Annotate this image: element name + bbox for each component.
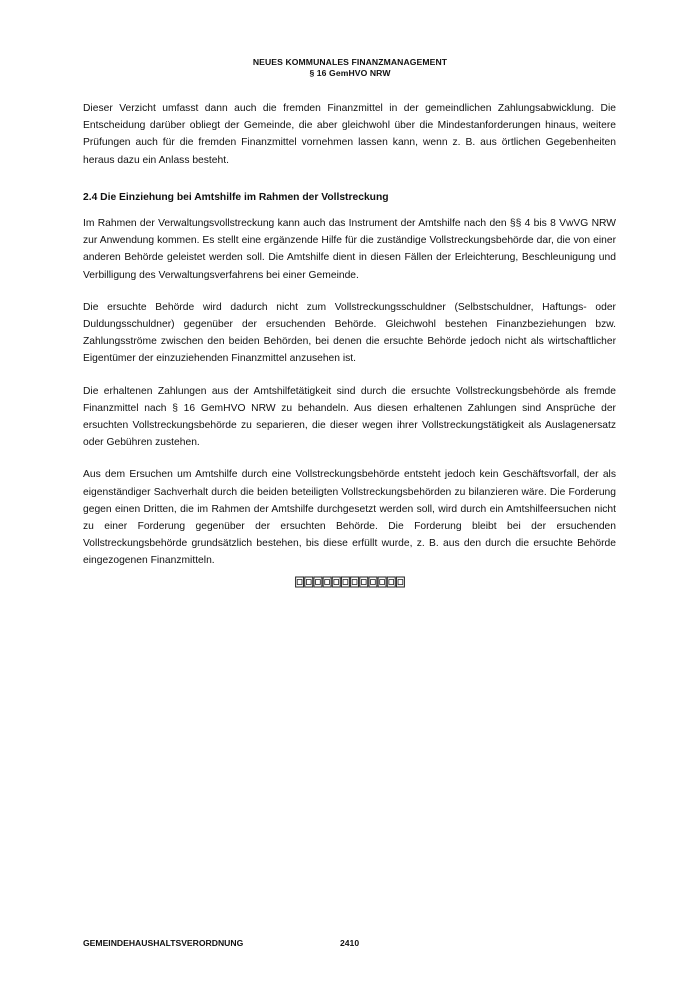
ornament-link-inner <box>306 580 311 585</box>
ornament-link <box>378 577 386 587</box>
ornament-link <box>296 577 304 587</box>
ornament-link <box>396 577 404 587</box>
footer-title: GEMEINDEHAUSHALTSVERORDNUNG <box>83 938 244 948</box>
body-paragraph: Im Rahmen der Verwaltungsvollstreckung kann auch das Instrument der Amtshilfe nach den §§ 4 bis 8 VwVG NRW zur Anwendung kommen. Es stellt eine ergänzende Hilfe für die zuständige Vollstreckungsbehörde dar, die von einer anderen Behörde geleistet werden soll. Die Amtshilfe dient in diesen Fällen der Erleichterung, Beschleunigung und Verbilligung des Verwaltungsverfahrens bei einer Gemeinde. <box>83 218 616 281</box>
ornament-link <box>332 577 340 587</box>
ornament-link-inner <box>380 580 385 585</box>
ornament-link <box>323 577 331 587</box>
page-header <box>0 57 700 79</box>
ornament-link-inner <box>325 580 330 585</box>
ornament-link <box>360 577 368 587</box>
ornament-link-inner <box>343 580 348 585</box>
chain-ornament-icon <box>0 575 700 593</box>
header-subtitle: § 16 GemHVO NRW <box>309 68 391 78</box>
ornament-link <box>314 577 322 587</box>
body-paragraph: Die erhaltenen Zahlungen aus der Amtshilfetätigkeit sind durch die ersuchte Vollstreckungsbehörde als fremde Finanzmittel nach § 16 GemHVO NRW zu behandeln. Aus diesen erhaltenen Zahlungen sind Ansprüche der ersuchten Vollstreckungsbehörde zu separieren, die dieser wegen ihrer Vollstreckungstätigkeit als Auslagenersatz oder Gebühren zustehen. <box>83 385 616 449</box>
intro-paragraph: Dieser Verzicht umfasst dann auch die fremden Finanzmittel in der gemeindlichen Zahlungsabwicklung. Die Entscheidung darüber obliegt der Gemeinde, die aber gleichwohl über die Mindestanforderungen hinaus, weitere Prüfungen auch für die fremden Finanzmittel vornehmen lassen kann, wenn z. B. aus örtlichen Gegebenheiten heraus dazu ein Anlass besteht. <box>83 103 616 166</box>
document-body <box>83 100 616 570</box>
ornament-link <box>341 577 349 587</box>
ornament-link-inner <box>316 580 321 585</box>
ornament-link <box>387 577 395 587</box>
ornament-link-inner <box>371 580 376 585</box>
ornament-link <box>351 577 359 587</box>
ornament-link-inner <box>398 580 403 585</box>
ornament-link-inner <box>389 580 394 585</box>
ornament-link-inner <box>334 580 339 585</box>
section-heading: 2.4 Die Einziehung bei Amtshilfe im Rahmen der Vollstreckung <box>83 191 389 203</box>
ornament-link-inner <box>352 580 357 585</box>
ornament-link <box>305 577 313 587</box>
ornament-link-inner <box>361 580 366 585</box>
ornament-link <box>369 577 377 587</box>
body-paragraph: Die ersuchte Behörde wird dadurch nicht zum Vollstreckungsschuldner (Selbstschuldner, Haftungs- oder Duldungsschuldner) gegenüber der ersuchenden Behörde. Gleichwohl bestehen Finanzbeziehungen bzw. Zahlungsströme zwischen den beiden Behörden, bei denen die ersuchte Behörde jedoch nicht als wirtschaftlicher Eigentümer der einzuziehenden Finanzmittel anzusehen ist. <box>83 301 616 365</box>
header-title: NEUES KOMMUNALES FINANZMANAGEMENT <box>252 57 448 67</box>
ornament-link-inner <box>297 580 302 585</box>
page-number: 2410 <box>340 938 360 948</box>
body-paragraph: Aus dem Ersuchen um Amtshilfe durch eine Vollstreckungsbehörde entsteht jedoch kein Geschäftsvorfall, der als eigenständiger Sachverhalt durch die beiden beteiligten Vollstreckungsbehörden zu bilanzieren wäre. Die Forderung gegen einen Dritten, die im Rahmen der Amtshilfe durchgesetzt werden soll, wird durch ein Amtshilfeersuchen nicht zu einer Forderung gegenüber der ersuchten Behörde. Die Forderung bleibt bei der ersuchenden Vollstreckungsbehörde grundsätzlich bestehen, bis diese erfüllt wurde, z. B. aus den durch die ersuchte Behörde eingezogenen Finanzmitteln. <box>83 469 616 567</box>
chain-ornament-graphic <box>295 576 405 588</box>
